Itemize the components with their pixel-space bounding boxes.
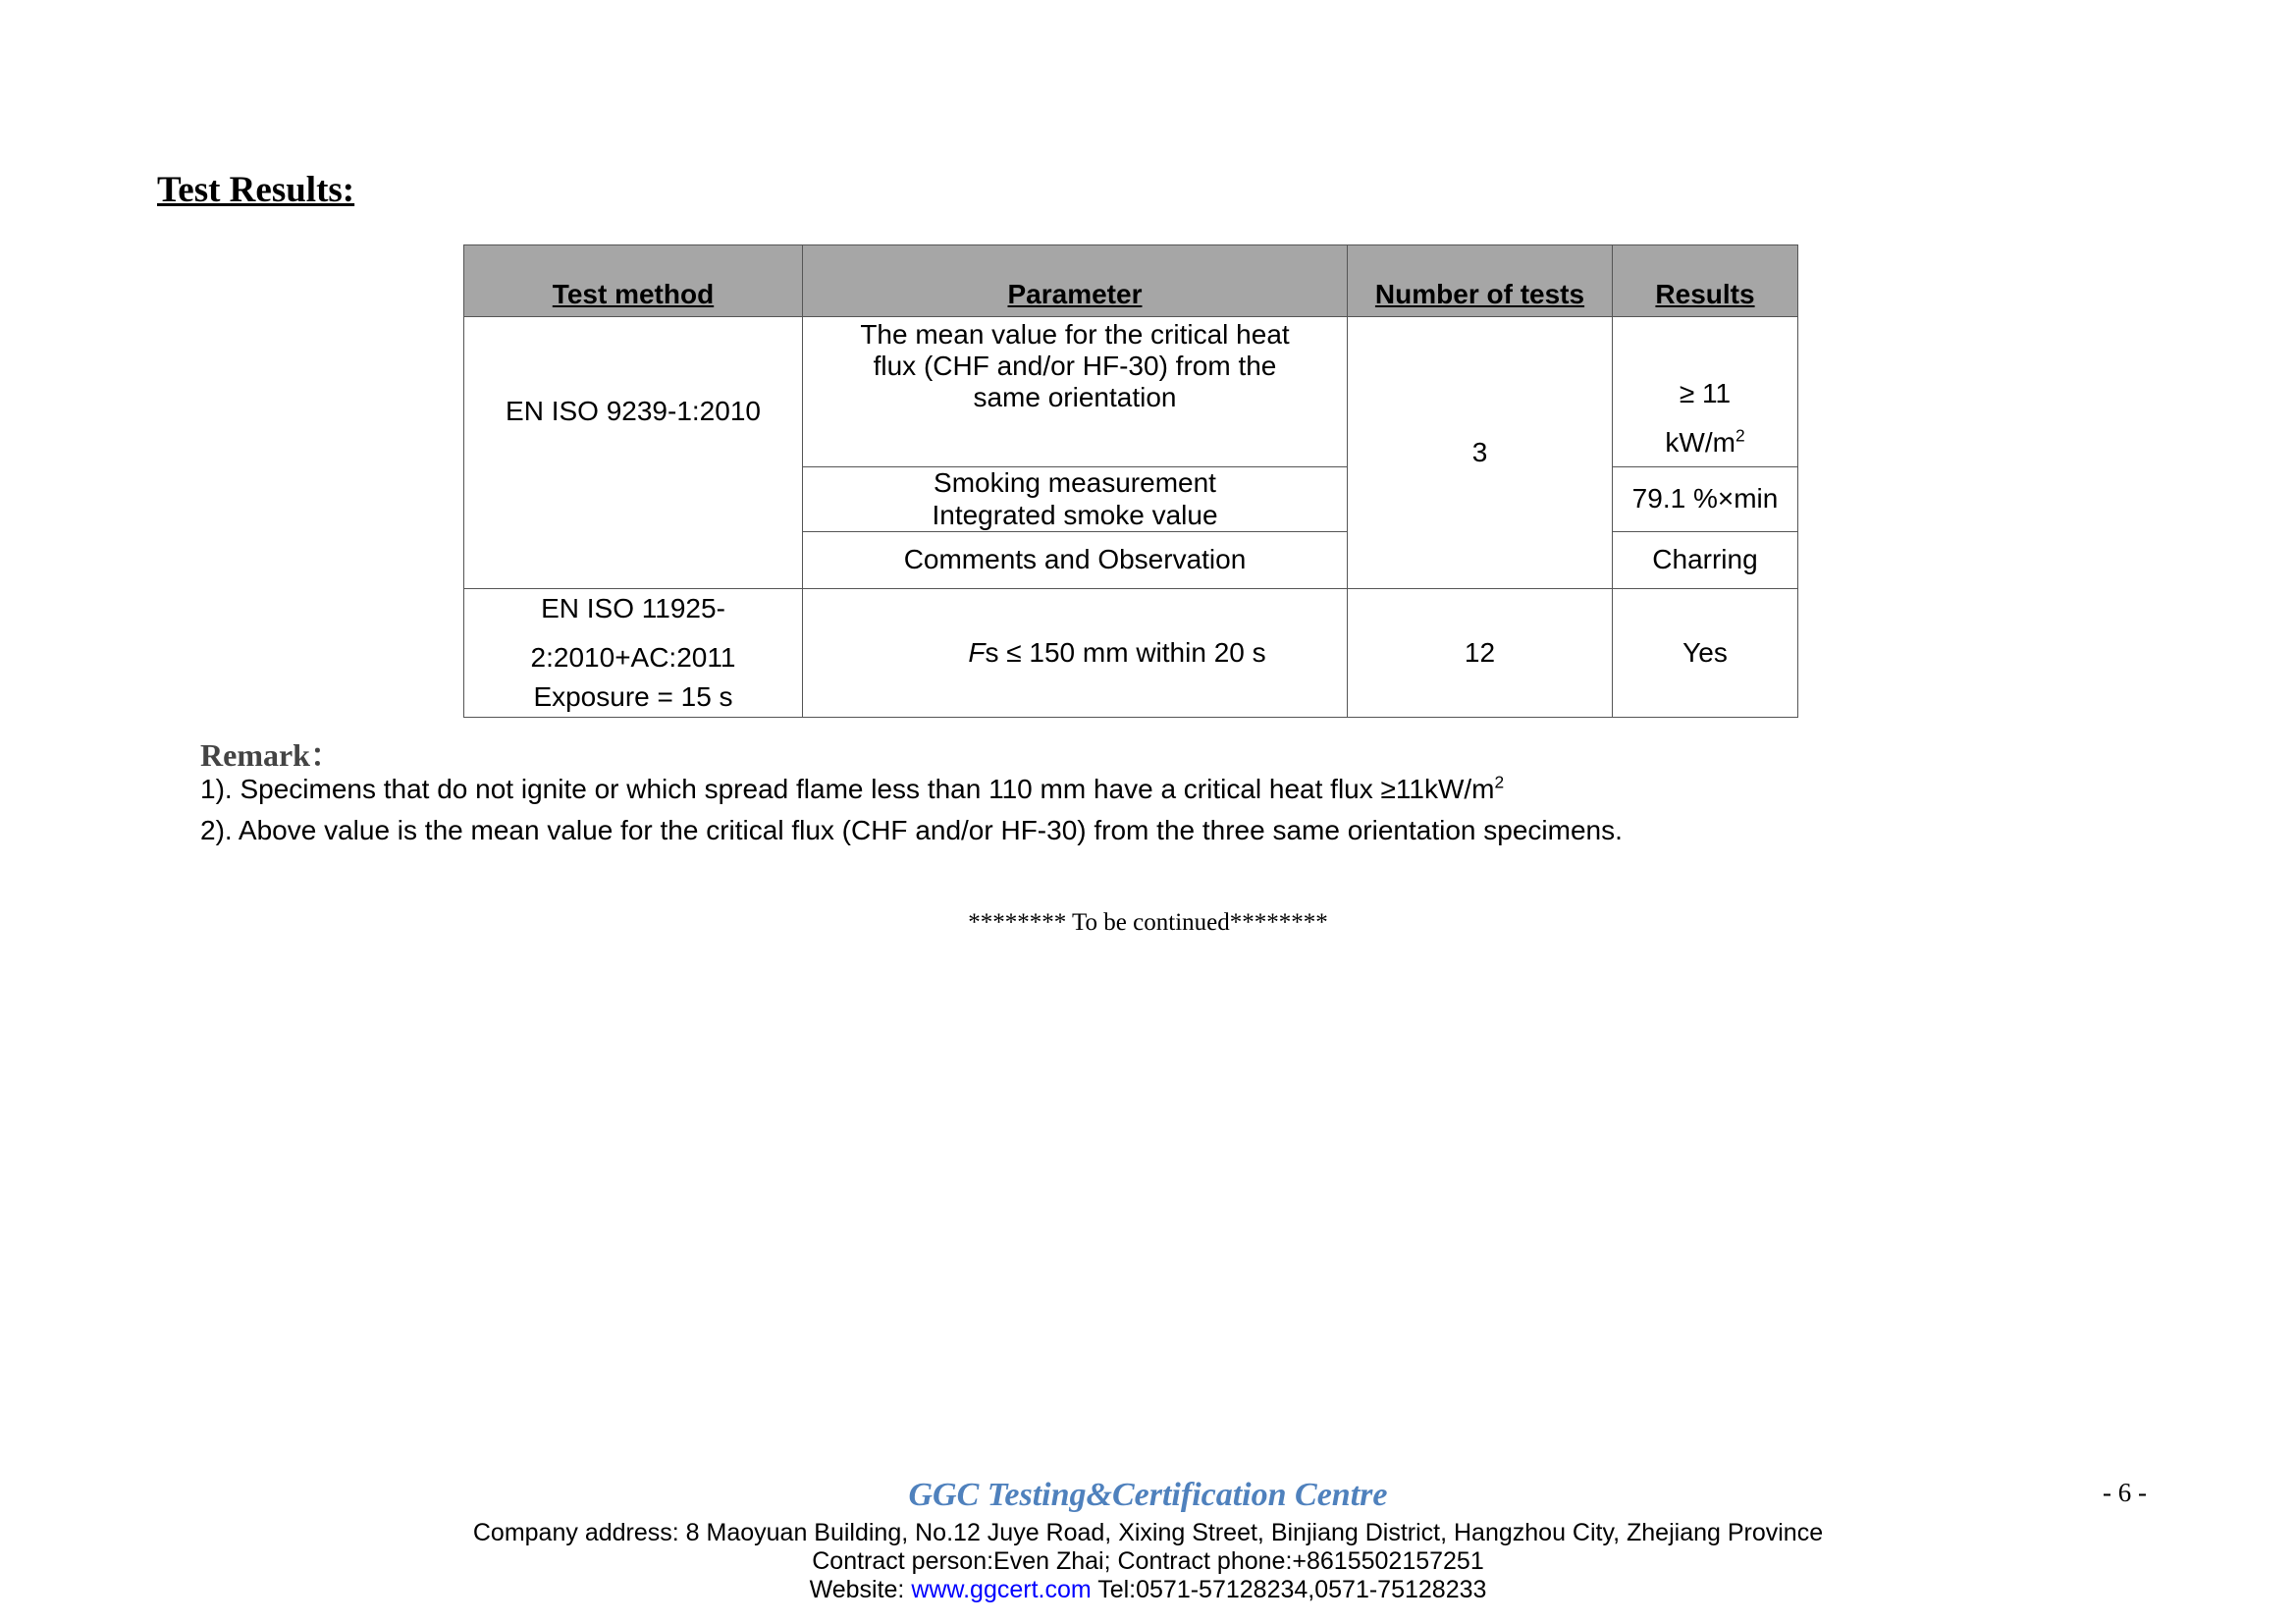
remark-note-1-text: 1). Specimens that do not ignite or which spread flame less than 110 mm have a critical heat flux ≥11kW/m [200,774,1495,804]
test-method-text: EN ISO 9239-1:2010 [506,396,761,426]
table-row [464,589,1798,718]
parameter-cell: The mean value for the critical heat flux (CHF and/or HF-30) from the same orientation [803,317,1348,467]
footer-website-line [0,1576,2296,1604]
header-test-method: Test method [464,245,803,317]
table-row [464,317,1798,467]
parameter-italic: F [968,636,986,668]
parameter-line: Smoking measurement [934,467,1216,499]
test-method-line: EN ISO 11925- [541,592,725,623]
footer-address: Company address: 8 Maoyuan Building, No.12 Juye Road, Xixing Street, Binjiang District, Hangzhou City, Zhejiang Province [472,1519,1824,1546]
result-cell: 79.1 %×min [1613,467,1798,532]
result-cell [1613,317,1798,467]
test-method-cell [464,317,803,589]
footer-tel: Tel:0571-57128234,0571-75128233 [1091,1576,1487,1603]
result-cell: Yes [1613,589,1798,718]
to-be-continued: ******** To be continued******** [968,909,1328,936]
website-link[interactable]: www.ggcert.com [911,1576,1092,1603]
test-results-table [463,244,1798,718]
parameter-cell: Comments and Observation [803,532,1348,589]
result-value: ≥ 11 [1679,377,1732,408]
test-method-cell [464,589,803,718]
result-cell: Charring [1613,532,1798,589]
result-unit: kW/m [1665,426,1735,458]
centre-name: GGC Testing&Certification Centre [908,1477,1388,1513]
test-method-line: 2:2010+AC:2011 [530,641,736,673]
parameter-cell [803,589,1348,718]
remark-note-2: 2). Above value is the mean value for the critical flux (CHF and/or HF-30) from the three same orientation specimens. [200,815,1623,845]
remark-label: Remark： [200,737,342,773]
header-results: Results [1613,245,1798,317]
header-parameter: Parameter [803,245,1348,317]
page-number: - 6 - [2103,1478,2147,1507]
parameter-line: Integrated smoke value [932,499,1218,530]
test-method-line: Exposure = 15 s [533,681,733,713]
parameter-cell [803,467,1348,532]
parameter-text: s ≤ 150 mm within 20 s [985,636,1266,668]
website-label: Website: [809,1576,912,1603]
header-number-of-tests: Number of tests [1348,245,1613,317]
remark-note-1 [200,774,1504,805]
number-of-tests-cell: 3 [1348,317,1613,589]
number-of-tests-cell: 12 [1348,589,1613,718]
footer-contact: Contract person:Even Zhai; Contract phone:+8615502157251 [812,1547,1484,1575]
remark-note-1-superscript: 2 [1494,772,1505,792]
table-header-row [464,245,1798,317]
result-unit-superscript: 2 [1735,425,1745,446]
page-title: Test Results: [157,170,355,210]
